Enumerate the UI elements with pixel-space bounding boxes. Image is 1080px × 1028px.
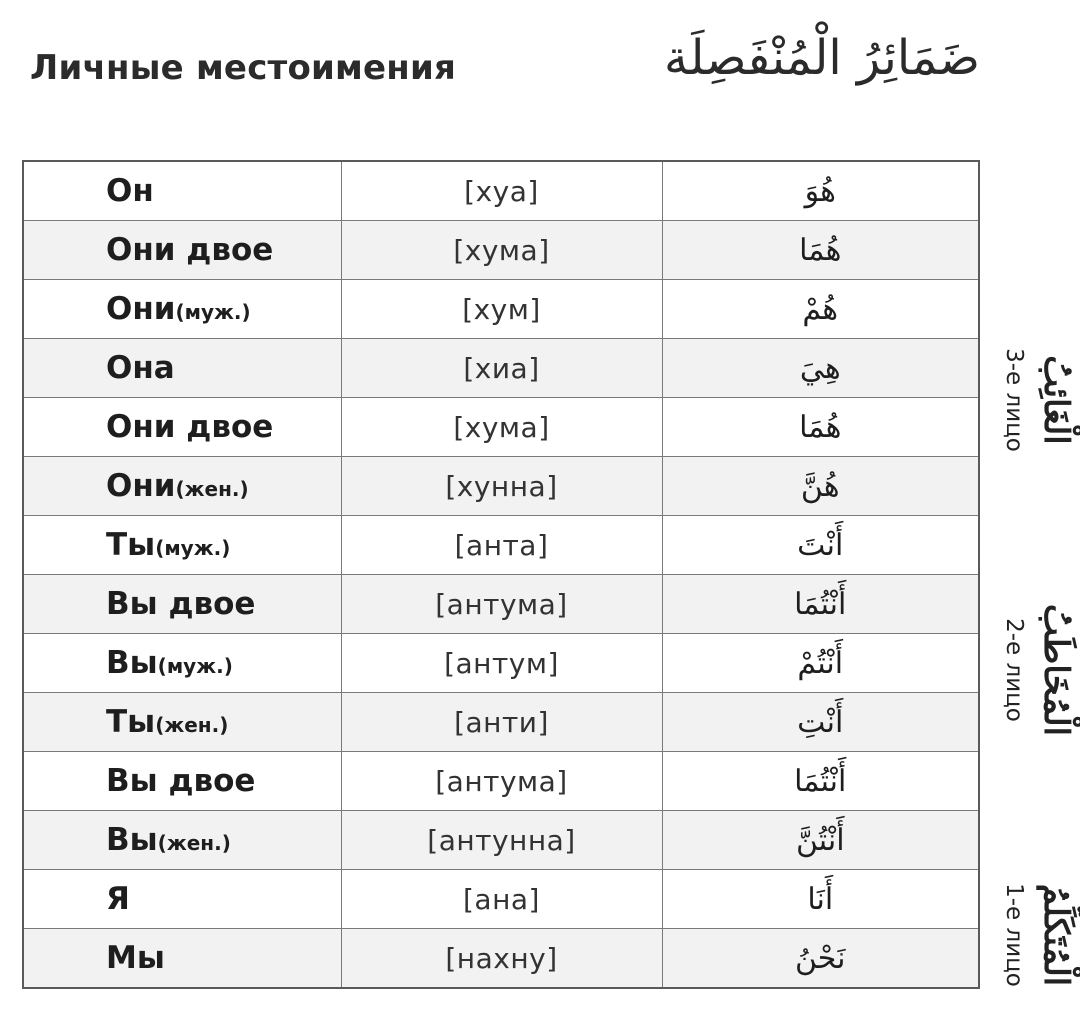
- russian-pronoun-cell: [23, 929, 341, 989]
- russian-pronoun: Они двое: [106, 409, 274, 445]
- side-label-arabic: الْمُتَكَلِّمُ: [1036, 883, 1076, 987]
- russian-pronoun-cell: [23, 221, 341, 280]
- arabic-pronoun-cell: أَنْتُنَّ: [662, 811, 979, 870]
- table-row: [23, 516, 979, 575]
- arabic-pronoun-cell: أَنْتُمَا: [662, 575, 979, 634]
- transliteration-cell: [антума]: [341, 575, 662, 634]
- transliteration-cell: [нахну]: [341, 929, 662, 989]
- table-row: [23, 398, 979, 457]
- arabic-pronoun-cell: هُمَا: [662, 398, 979, 457]
- table-row: [23, 693, 979, 752]
- russian-pronoun-cell: [23, 161, 341, 221]
- transliteration-cell: [хуа]: [341, 161, 662, 221]
- russian-pronoun: Вы: [106, 822, 158, 858]
- arabic-pronoun-cell: هُمَا: [662, 221, 979, 280]
- arabic-pronoun-cell: أَنْتُمَا: [662, 752, 979, 811]
- russian-pronoun-cell: [23, 280, 341, 339]
- table-row: [23, 280, 979, 339]
- transliteration-cell: [хума]: [341, 398, 662, 457]
- gender-note: (жен.): [175, 477, 249, 501]
- table-row: [23, 457, 979, 516]
- page-title-arabic: ضَمَائِرُ الْمُنْفَصِلَة: [664, 30, 980, 86]
- table-row: [23, 575, 979, 634]
- table-row: [23, 752, 979, 811]
- side-group-second-person: [988, 580, 1080, 760]
- table-row: [23, 221, 979, 280]
- transliteration-cell: [ана]: [341, 870, 662, 929]
- arabic-pronoun-cell: أَنْتَ: [662, 516, 979, 575]
- table-row: [23, 811, 979, 870]
- gender-note: (жен.): [157, 831, 231, 855]
- russian-pronoun: Вы: [106, 645, 158, 681]
- russian-pronoun-cell: [23, 634, 341, 693]
- transliteration-cell: [антунна]: [341, 811, 662, 870]
- russian-pronoun: Ты: [106, 704, 156, 740]
- russian-pronoun: Вы двое: [106, 586, 256, 622]
- table-row: [23, 634, 979, 693]
- russian-pronoun-cell: [23, 870, 341, 929]
- gender-note: (муж.): [157, 654, 233, 678]
- transliteration-cell: [анта]: [341, 516, 662, 575]
- transliteration-cell: [антума]: [341, 752, 662, 811]
- russian-pronoun-cell: [23, 398, 341, 457]
- arabic-pronoun-cell: أَنْتُمْ: [662, 634, 979, 693]
- page-title-russian: Личные местоимения: [30, 48, 457, 88]
- transliteration-cell: [анти]: [341, 693, 662, 752]
- transliteration-cell: [хума]: [341, 221, 662, 280]
- side-label-arabic: الْمُخَاطَبُ: [1036, 603, 1076, 737]
- arabic-pronoun-cell: أَنْتِ: [662, 693, 979, 752]
- russian-pronoun-cell: [23, 516, 341, 575]
- gender-note: (жен.): [155, 713, 229, 737]
- table-row: [23, 161, 979, 221]
- pronoun-table: [22, 160, 980, 989]
- russian-pronoun-cell: [23, 811, 341, 870]
- arabic-pronoun-cell: هُوَ: [662, 161, 979, 221]
- russian-pronoun: Она: [106, 350, 175, 386]
- transliteration-cell: [антум]: [341, 634, 662, 693]
- arabic-pronoun-cell: هُنَّ: [662, 457, 979, 516]
- russian-pronoun: Ты: [106, 527, 156, 563]
- side-group-third-person: [988, 220, 1080, 580]
- transliteration-cell: [хунна]: [341, 457, 662, 516]
- transliteration-cell: [хум]: [341, 280, 662, 339]
- arabic-pronoun-cell: أَنَا: [662, 870, 979, 929]
- side-group-first-person: [988, 850, 1080, 1020]
- russian-pronoun: Я: [106, 881, 130, 917]
- table-row: [23, 929, 979, 989]
- transliteration-cell: [хиа]: [341, 339, 662, 398]
- gender-note: (муж.): [175, 300, 251, 324]
- table-row: [23, 339, 979, 398]
- russian-pronoun: Они: [106, 468, 176, 504]
- russian-pronoun-cell: [23, 339, 341, 398]
- side-label-russian: 2-е лицо: [1001, 618, 1027, 722]
- side-label-arabic: الْغَائِبُ: [1036, 355, 1076, 445]
- table-row: [23, 870, 979, 929]
- side-label-russian: 1-е лицо: [1001, 883, 1027, 987]
- russian-pronoun: Они: [106, 291, 176, 327]
- arabic-pronoun-cell: نَحْنُ: [662, 929, 979, 989]
- russian-pronoun: Вы двое: [106, 763, 256, 799]
- gender-note: (муж.): [155, 536, 231, 560]
- russian-pronoun-cell: [23, 575, 341, 634]
- russian-pronoun-cell: [23, 693, 341, 752]
- russian-pronoun-cell: [23, 457, 341, 516]
- russian-pronoun-cell: [23, 752, 341, 811]
- russian-pronoun: Он: [106, 173, 154, 209]
- arabic-pronoun-cell: هُمْ: [662, 280, 979, 339]
- side-label-russian: 3-е лицо: [1001, 348, 1027, 452]
- russian-pronoun: Они двое: [106, 232, 274, 268]
- russian-pronoun: Мы: [106, 940, 165, 976]
- arabic-pronoun-cell: هِيَ: [662, 339, 979, 398]
